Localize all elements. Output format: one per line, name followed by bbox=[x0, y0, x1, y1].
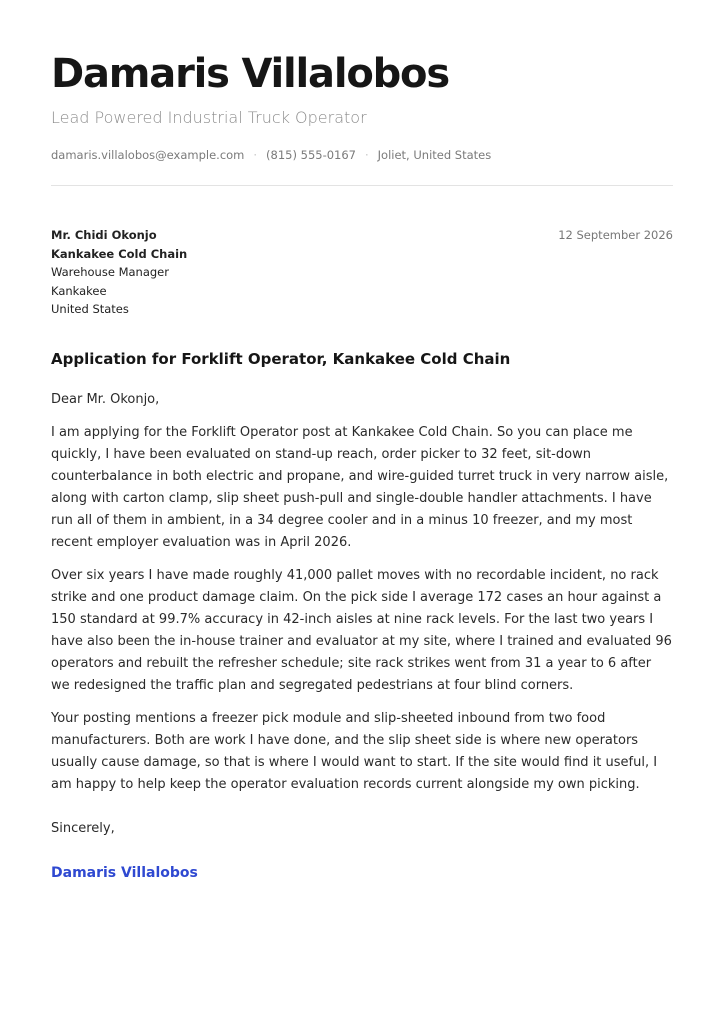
recipient-block bbox=[51, 226, 187, 319]
recipient-name: Mr. Chidi Okonjo bbox=[51, 228, 157, 242]
letter-closing: Sincerely, bbox=[51, 821, 115, 836]
letter-greeting: Dear Mr. Okonjo, bbox=[51, 392, 160, 407]
applicant-name: Damaris Villalobos bbox=[51, 51, 449, 97]
contact-separator: · bbox=[253, 148, 258, 162]
body-paragraph: Over six years I have made roughly 41,000 pallet moves with no recordable incident, no rack strike and one product damage claim. On the pick side I average 172 cases an hour against a 150 standard at 99.7% accuracy in 42-inch aisles at nine rack levels. For the last two years I have also been the in-house trainer and evaluator at my site, where I trained and evaluated 96 operators and rebuilt the refresher schedule; site rack strikes went from 31 a year to 6 after we redesigned the traffic plan and segregated pedestrians at four blind corners. bbox=[51, 568, 672, 693]
letter-subject: Application for Forklift Operator, Kankakee Cold Chain bbox=[51, 350, 511, 368]
recipient-company: Kankakee Cold Chain bbox=[51, 246, 188, 261]
header-divider bbox=[51, 185, 673, 186]
contact-email: damaris.villalobos@example.com bbox=[51, 148, 245, 162]
letter-signature: Damaris Villalobos bbox=[51, 865, 198, 881]
contact-location: Joliet, United States bbox=[377, 148, 492, 162]
body-paragraph: Your posting mentions a freezer pick module and slip-sheeted inbound from two food manufacturers. Both are work I have done, and the slip sheet side is where new operators usually cause damage, so that is where I would want to start. If the site would find it useful, I am happy to help keep the operator evaluation records current alongside my own picking. bbox=[51, 711, 658, 792]
contact-phone: (815) 555-0167 bbox=[266, 148, 356, 162]
body-paragraph: I am applying for the Forklift Operator post at Kankakee Cold Chain. So you can place me quickly, I have been evaluated on stand-up reach, order picker to 32 feet, sit-down counterbalance in both electric and propane, and wire-guided turret truck in very narrow aisle, along with carton clamp, slip sheet push-pull and single-double handler attachments. I have run all of them in ambient, in a 34 degree cooler and in a minus 10 freezer, and my most recent employer evaluation was in April 2026. bbox=[51, 425, 669, 550]
recipient-country: United States bbox=[51, 302, 129, 316]
letter-date: 12 September 2026 bbox=[558, 228, 673, 242]
applicant-role: Lead Powered Industrial Truck Operator bbox=[51, 108, 367, 127]
recipient-title: Warehouse Manager bbox=[51, 265, 169, 279]
letter-body bbox=[51, 389, 673, 807]
contact-separator: · bbox=[365, 148, 369, 162]
recipient-city: Kankakee bbox=[51, 283, 107, 298]
contact-line bbox=[51, 147, 491, 163]
